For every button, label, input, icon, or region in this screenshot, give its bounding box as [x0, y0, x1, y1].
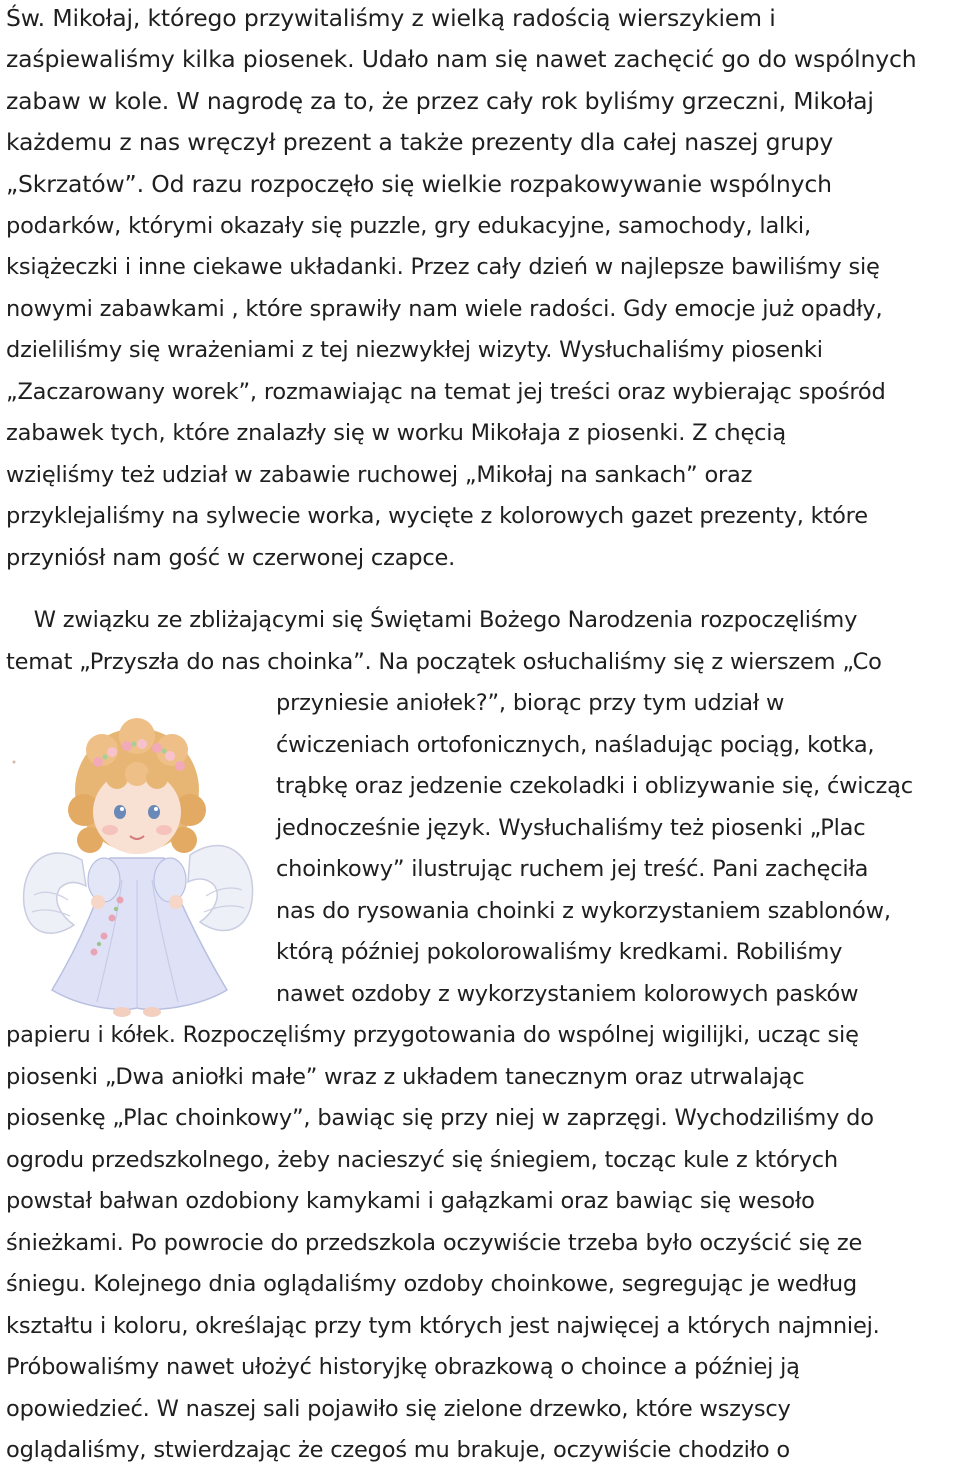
angel-illustration [12, 690, 262, 1020]
text-line: trąbkę oraz jedzenie czekoladki i oblizywanie się, ćwicząc [276, 773, 913, 799]
text-line: „Skrzatów”. Od razu rozpoczęło się wielkie rozpakowywanie wspólnych [6, 170, 832, 198]
text-line: piosenkę „Plac choinkowy”, bawiąc się przy niej w zaprzęgi. Wychodziliśmy do [6, 1105, 874, 1131]
text-line: choinkowy” ilustrując ruchem jej treść. Pani zachęciła [276, 856, 869, 882]
text-line: przyklejaliśmy na sylwecie worka, wycięte z kolorowych gazet prezenty, które [6, 503, 868, 529]
text-line: W związku ze zbliżającymi się Świętami Bożego Narodzenia rozpoczęliśmy [6, 607, 858, 633]
text-line: opowiedzieć. W naszej sali pojawiło się zielone drzewko, które wszyscy [6, 1396, 791, 1422]
text-line: Próbowaliśmy nawet ułożyć historyjkę obrazkową o choince a później ją [6, 1354, 800, 1380]
text-line: wzięliśmy też udział w zabawie ruchowej „Mikołaj na sankach” oraz [6, 462, 753, 488]
text-line: przyniesie aniołek?”, biorąc przy tym udział w [276, 690, 785, 716]
text-line: piosenki „Dwa aniołki małe” wraz z układem tanecznym oraz utrwalając [6, 1064, 805, 1090]
text-line: nowymi zabawkami , które sprawiły nam wiele radości. Gdy emocje już opadły, [6, 296, 883, 322]
text-line: książeczki i inne ciekawe układanki. Przez cały dzień w najlepsze bawiliśmy się [6, 254, 880, 280]
text-line: powstał bałwan ozdobiony kamykami i gałązkami oraz bawiąc się wesoło [6, 1188, 815, 1214]
text-line: podarków, którymi okazały się puzzle, gry edukacyjne, samochody, lalki, [6, 213, 811, 239]
text-line: ogrodu przedszkolnego, żeby nacieszyć się śniegiem, tocząc kule z których [6, 1147, 838, 1173]
text-line: jednocześnie język. Wysłuchaliśmy też piosenki „Plac [276, 815, 866, 841]
right-wing [188, 846, 253, 931]
text-line: zaśpiewaliśmy kilka piosenek. Udało nam się nawet zachęcić go do wspólnych [6, 45, 917, 73]
text-line: przyniósł nam gość w czerwonej czapce. [6, 545, 456, 571]
text-line: oglądaliśmy, stwierdzając że czegoś mu brakuje, oczywiście chodziło o [6, 1437, 790, 1463]
text-line: papieru i kółek. Rozpoczęliśmy przygotowania do wspólnej wigilijki, ucząc się [6, 1022, 859, 1048]
text-line: nas do rysowania choinki z wykorzystaniem szablonów, [276, 898, 891, 924]
text-line: zabaw w kole. W nagrodę za to, że przez cały rok byliśmy grzeczni, Mikołaj [6, 87, 874, 115]
text-line: śnieżkami. Po powrocie do przedszkola oczywiście trzeba było oczyścić się ze [6, 1230, 863, 1256]
text-line: każdemu z nas wręczył prezent a także prezenty dla całej naszej grupy [6, 128, 834, 156]
text-line: Św. Mikołaj, którego przywitaliśmy z wielką radością wierszykiem i [6, 4, 776, 32]
text-line: którą później pokolorowaliśmy kredkami. Robiliśmy [276, 939, 843, 965]
text-line: nawet ozdoby z wykorzystaniem kolorowych pasków [276, 981, 859, 1007]
text-line: ćwiczeniach ortofonicznych, naśladując pociąg, kotka, [276, 732, 875, 758]
text-line: temat „Przyszła do nas choinka”. Na początek osłuchaliśmy się z wierszem „Co [6, 649, 882, 675]
text-line: zabawek tych, które znalazły się w worku Mikołaja z piosenki. Z chęcią [6, 420, 786, 446]
text-line: śniegu. Kolejnego dnia oglądaliśmy ozdoby choinkowe, segregując je według [6, 1271, 857, 1297]
text-line: „Zaczarowany worek”, rozmawiając na temat jej treści oraz wybierając spośród [6, 379, 886, 405]
text-line: kształtu i koloru, określając przy tym których jest najwięcej a których najmniej. [6, 1313, 880, 1339]
text-line: dzieliliśmy się wrażeniami z tej niezwykłej wizyty. Wysłuchaliśmy piosenki [6, 337, 823, 363]
